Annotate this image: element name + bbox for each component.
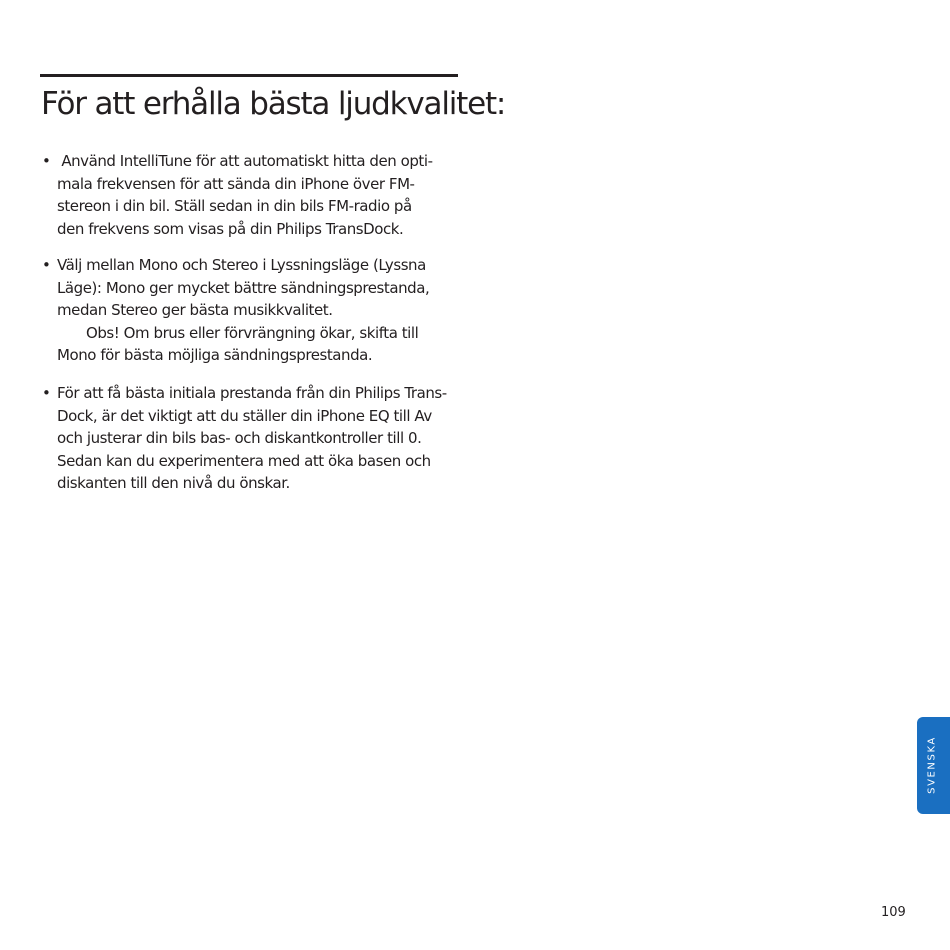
bullet-item-initial-performance — [42, 382, 462, 495]
bullet-line: medan Stereo ger bästa musikkvalitet. — [57, 301, 333, 319]
note-label: Obs! — [86, 323, 120, 342]
title-rule — [40, 74, 458, 77]
bullet-line: Läge): Mono ger mycket bättre sändningsprestanda, — [57, 278, 430, 297]
bullet-line: • Välj mellan Mono och Stereo i Lyssningsläge (Lyssna — [42, 254, 462, 277]
bullet-line: Dock, är det viktigt att du ställer din iPhone EQ till Av — [57, 406, 432, 425]
page-title: För att erhålla bästa ljudkvalitet: — [41, 86, 506, 122]
bullet-line: den frekvens som visas på din Philips TransDock. — [57, 219, 404, 238]
bullet-item-intellitune — [42, 150, 462, 240]
note-line: Obs! Om brus eller förvrängning ökar, skifta till — [86, 323, 419, 342]
bullet-line: • Använd IntelliTune för att automatiskt hitta den opti- — [42, 150, 462, 173]
bullet-line: och justerar din bils bas- och diskantkontroller till 0. — [57, 429, 422, 447]
bullet-icon: • — [42, 256, 51, 274]
bullet-line: stereon i din bil. Ställ sedan in din bils FM-radio på — [57, 197, 412, 215]
bullet-icon: • — [42, 384, 51, 402]
bullet-line: mala frekvensen för att sända din iPhone över FM- — [57, 174, 415, 193]
note-line: Mono för bästa möjliga sändningsprestanda. — [57, 346, 373, 364]
bullet-line: • För att få bästa initiala prestanda från din Philips Trans- — [42, 382, 462, 405]
page-number: 109 — [881, 905, 906, 920]
bullet-line: diskanten till den nivå du önskar. — [57, 474, 290, 492]
language-tab-label: SVENSKA — [926, 736, 938, 794]
bullet-item-mono-stereo — [42, 254, 462, 367]
bullet-icon: • — [42, 152, 51, 170]
bullet-line: Sedan kan du experimentera med att öka basen och — [57, 451, 431, 470]
